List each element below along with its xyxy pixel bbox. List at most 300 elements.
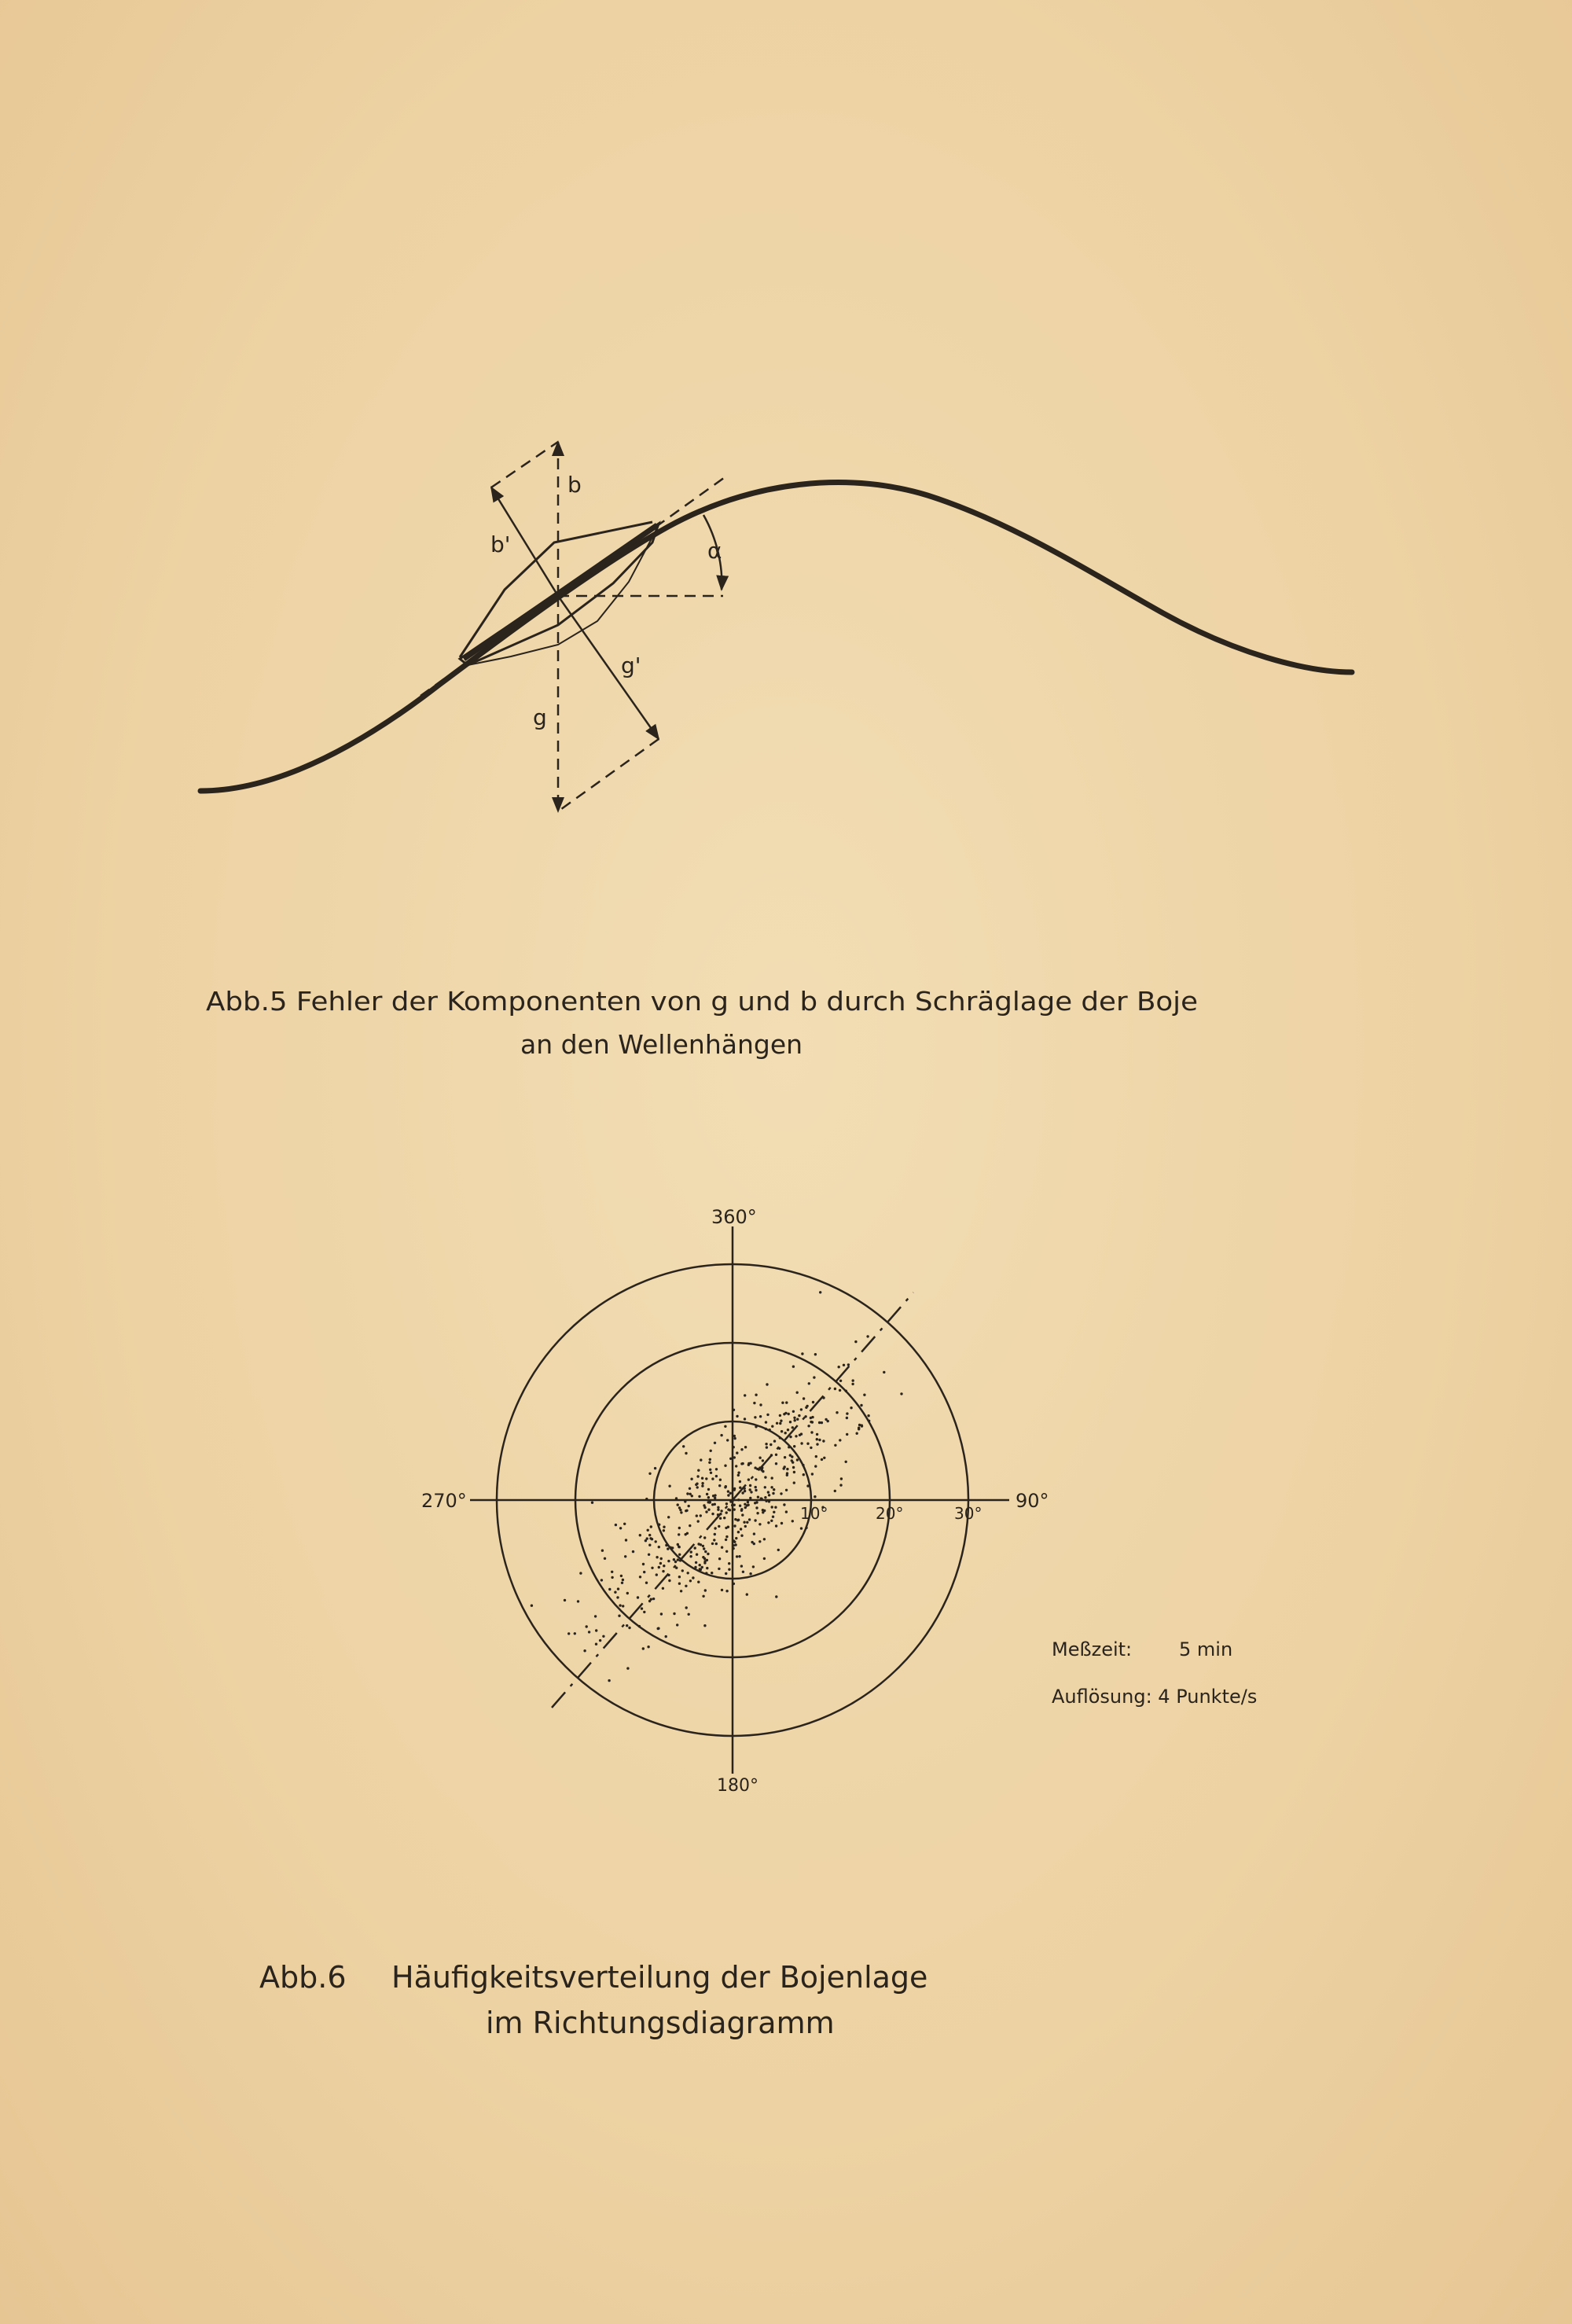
scatter-point bbox=[733, 1583, 735, 1585]
scatter-point bbox=[725, 1590, 728, 1592]
scatter-point bbox=[800, 1408, 803, 1410]
scatter-point bbox=[611, 1571, 613, 1573]
scatter-point bbox=[647, 1529, 649, 1532]
scatter-point bbox=[591, 1502, 593, 1504]
scatter-point bbox=[725, 1502, 728, 1505]
scatter-point bbox=[623, 1523, 626, 1525]
scatter-point bbox=[764, 1476, 766, 1478]
scatter-point bbox=[690, 1550, 692, 1553]
scatter-point bbox=[696, 1475, 699, 1477]
scatter-point bbox=[729, 1500, 732, 1502]
scatter-point bbox=[713, 1539, 715, 1541]
scatter-point bbox=[739, 1480, 741, 1483]
scatter-point bbox=[646, 1537, 648, 1539]
scatter-point bbox=[715, 1475, 718, 1477]
scatter-point bbox=[816, 1438, 818, 1440]
figure6-diagram bbox=[421, 1206, 1049, 1796]
scatter-point bbox=[663, 1526, 665, 1528]
scatter-point bbox=[677, 1543, 679, 1546]
scatter-point bbox=[579, 1572, 582, 1574]
scatter-point bbox=[564, 1599, 566, 1601]
scatter-point bbox=[688, 1613, 690, 1616]
scatter-point bbox=[766, 1383, 768, 1385]
scatter-point bbox=[758, 1523, 761, 1525]
scatter-point bbox=[654, 1467, 656, 1469]
scatter-point bbox=[764, 1496, 766, 1498]
scatter-point bbox=[652, 1598, 655, 1600]
scatter-point bbox=[783, 1467, 785, 1469]
scatter-point bbox=[737, 1498, 740, 1501]
scatter-point bbox=[741, 1491, 744, 1494]
scatter-point bbox=[758, 1457, 761, 1459]
scatter-point bbox=[642, 1647, 645, 1649]
scatter-point bbox=[677, 1558, 679, 1561]
scatter-point bbox=[703, 1536, 706, 1539]
scatter-point bbox=[814, 1465, 817, 1467]
scatter-point bbox=[662, 1587, 664, 1590]
scatter-point bbox=[785, 1489, 788, 1491]
scatter-point bbox=[786, 1472, 788, 1474]
scatter-point bbox=[755, 1489, 757, 1491]
scatter-point bbox=[742, 1571, 744, 1573]
scatter-point bbox=[718, 1525, 720, 1528]
scatter-point bbox=[667, 1560, 670, 1562]
scatter-point bbox=[749, 1497, 751, 1499]
scatter-point bbox=[753, 1402, 755, 1404]
scatter-point bbox=[834, 1388, 836, 1390]
scatter-point bbox=[650, 1525, 652, 1528]
scatter-point bbox=[611, 1576, 613, 1579]
scatter-point bbox=[721, 1589, 723, 1591]
scatter-point bbox=[775, 1462, 777, 1465]
scatter-point bbox=[793, 1471, 795, 1473]
scatter-point bbox=[753, 1532, 755, 1535]
scatter-point bbox=[673, 1558, 675, 1561]
label-b: b bbox=[567, 472, 582, 498]
scatter-point bbox=[777, 1549, 780, 1551]
scatter-point bbox=[760, 1497, 762, 1499]
scatter-point bbox=[594, 1615, 597, 1617]
scatter-point bbox=[689, 1579, 692, 1582]
scatter-point bbox=[805, 1527, 807, 1529]
scatter-point bbox=[838, 1366, 840, 1368]
scatter-point bbox=[807, 1425, 810, 1427]
scatter-point bbox=[792, 1461, 794, 1463]
scatter-point bbox=[709, 1469, 711, 1471]
bearing-north: 360° bbox=[711, 1206, 757, 1228]
scatter-point bbox=[840, 1477, 843, 1480]
scatter-point bbox=[619, 1604, 621, 1606]
label-b-prime: b' bbox=[490, 531, 511, 557]
scatter-point bbox=[689, 1555, 692, 1557]
scatter-point bbox=[794, 1419, 796, 1421]
scatter-point bbox=[750, 1491, 752, 1493]
scatter-point bbox=[614, 1591, 616, 1594]
scatter-point bbox=[689, 1487, 691, 1490]
scatter-point bbox=[725, 1550, 728, 1553]
scatter-point bbox=[663, 1565, 665, 1567]
scatter-point bbox=[813, 1376, 815, 1378]
scatter-point bbox=[658, 1524, 660, 1526]
scatter-point bbox=[692, 1576, 694, 1579]
scatter-point bbox=[733, 1508, 736, 1510]
scatter-point bbox=[806, 1443, 809, 1445]
scatter-point bbox=[764, 1486, 766, 1488]
scatter-point bbox=[595, 1629, 597, 1631]
scatter-point bbox=[804, 1415, 806, 1418]
label-alpha: α bbox=[707, 538, 722, 564]
scatter-point bbox=[705, 1477, 707, 1480]
scatter-point bbox=[747, 1504, 749, 1506]
scatter-point bbox=[800, 1527, 803, 1529]
scatter-point bbox=[744, 1490, 746, 1492]
scatter-point bbox=[608, 1588, 611, 1590]
scatter-point bbox=[781, 1402, 784, 1404]
scatter-point bbox=[825, 1418, 827, 1421]
scatter-point bbox=[674, 1561, 677, 1563]
scatter-point bbox=[721, 1546, 723, 1549]
scatter-point bbox=[647, 1646, 649, 1648]
scatter-point bbox=[736, 1555, 738, 1557]
scatter-point bbox=[698, 1495, 700, 1498]
scatter-point bbox=[744, 1446, 747, 1448]
scatter-point bbox=[729, 1458, 732, 1460]
scatter-point bbox=[684, 1500, 686, 1502]
scatter-point bbox=[687, 1572, 689, 1574]
figure6-caption-line2: im Richtungsdiagramm bbox=[486, 2006, 835, 2040]
scatter-point bbox=[639, 1576, 641, 1578]
scatter-point bbox=[744, 1487, 746, 1490]
scatter-point bbox=[771, 1506, 773, 1508]
scatter-point bbox=[795, 1435, 797, 1437]
scatter-point bbox=[744, 1394, 746, 1396]
scatter-point bbox=[788, 1413, 790, 1415]
scatter-point bbox=[823, 1457, 825, 1459]
scatter-point bbox=[616, 1596, 619, 1598]
bearing-east: 90° bbox=[1016, 1490, 1049, 1512]
scatter-point bbox=[714, 1442, 716, 1444]
scatter-point bbox=[670, 1546, 672, 1549]
scatter-point bbox=[706, 1567, 708, 1569]
scatter-point bbox=[775, 1524, 777, 1527]
scatter-point bbox=[726, 1439, 729, 1441]
scatter-point bbox=[737, 1472, 740, 1474]
scatter-point bbox=[822, 1396, 825, 1399]
scatter-point bbox=[626, 1667, 629, 1669]
scatter-point bbox=[618, 1615, 620, 1617]
scatter-point bbox=[766, 1414, 769, 1416]
scatter-point bbox=[626, 1592, 629, 1594]
scatter-point bbox=[746, 1593, 748, 1595]
note-measuring-time-label: Meßzeit: bbox=[1052, 1638, 1133, 1660]
scatter-point bbox=[696, 1514, 698, 1517]
scatter-point bbox=[531, 1605, 533, 1607]
scatter-point bbox=[685, 1509, 688, 1512]
scatter-point bbox=[767, 1521, 769, 1524]
note-measuring-time-value: 5 min bbox=[1179, 1638, 1233, 1660]
scatter-point bbox=[747, 1462, 750, 1465]
scatter-point bbox=[755, 1478, 757, 1480]
scatter-point bbox=[704, 1589, 707, 1591]
scatter-point bbox=[662, 1570, 664, 1572]
scatter-point bbox=[700, 1458, 702, 1461]
scatter-point bbox=[754, 1466, 756, 1469]
scatter-point bbox=[648, 1473, 651, 1475]
scatter-point bbox=[714, 1503, 716, 1506]
scatter-point bbox=[714, 1533, 716, 1535]
scatter-point bbox=[756, 1512, 758, 1514]
scatter-point bbox=[744, 1506, 747, 1509]
ring-label-20: 20° bbox=[876, 1504, 904, 1523]
scatter-point bbox=[754, 1416, 756, 1418]
scatter-point bbox=[727, 1526, 729, 1528]
scatter-point bbox=[821, 1458, 823, 1461]
projection-b bbox=[491, 442, 558, 487]
scatter-point bbox=[784, 1432, 787, 1434]
scatter-point bbox=[679, 1559, 681, 1561]
scatter-point bbox=[621, 1582, 623, 1584]
scatter-point bbox=[727, 1494, 729, 1496]
scatter-point bbox=[770, 1486, 773, 1488]
scatter-point bbox=[705, 1572, 707, 1574]
scatter-point bbox=[788, 1446, 790, 1448]
scatter-point bbox=[711, 1477, 714, 1480]
scatter-point bbox=[678, 1527, 681, 1529]
scatter-point bbox=[858, 1428, 860, 1430]
scatter-point bbox=[719, 1479, 722, 1481]
scatter-point bbox=[780, 1430, 783, 1432]
scatter-point bbox=[757, 1496, 759, 1498]
scatter-point bbox=[810, 1447, 812, 1449]
scatter-point bbox=[703, 1547, 705, 1550]
scatter-point bbox=[703, 1506, 706, 1509]
scatter-point bbox=[775, 1454, 777, 1456]
scatter-point bbox=[685, 1533, 687, 1535]
scatter-point bbox=[773, 1511, 775, 1513]
scatter-point bbox=[852, 1379, 854, 1381]
scatter-point bbox=[602, 1635, 604, 1638]
scatter-point bbox=[685, 1585, 687, 1587]
scatter-point bbox=[675, 1567, 678, 1569]
scatter-point bbox=[811, 1473, 814, 1475]
scatter-point bbox=[856, 1432, 858, 1435]
scatter-point bbox=[802, 1464, 804, 1466]
scatter-point bbox=[733, 1488, 736, 1491]
scatter-point bbox=[714, 1497, 716, 1499]
scatter-point bbox=[689, 1493, 692, 1495]
scatter-point bbox=[758, 1540, 761, 1543]
scatter-point bbox=[810, 1421, 812, 1423]
scatter-point bbox=[755, 1394, 757, 1396]
scatter-point bbox=[883, 1371, 885, 1373]
scatter-point bbox=[697, 1581, 700, 1583]
scatter-point bbox=[834, 1444, 836, 1447]
scatter-point bbox=[700, 1514, 702, 1517]
scatter-point bbox=[746, 1521, 748, 1524]
scatter-point bbox=[836, 1411, 838, 1414]
ring-label-30: 30° bbox=[954, 1504, 982, 1523]
scatter-point bbox=[733, 1446, 735, 1448]
scatter-point bbox=[638, 1625, 641, 1627]
scatter-point bbox=[784, 1456, 786, 1458]
scatter-point bbox=[701, 1484, 703, 1487]
scatter-point bbox=[699, 1564, 701, 1566]
scatter-point bbox=[701, 1482, 703, 1484]
scatter-point bbox=[792, 1366, 795, 1368]
scatter-point bbox=[707, 1488, 710, 1491]
scatter-point bbox=[668, 1485, 670, 1487]
scatter-point bbox=[727, 1490, 729, 1492]
scatter-point bbox=[690, 1478, 692, 1480]
scatter-point bbox=[749, 1484, 751, 1487]
scatter-point bbox=[615, 1524, 617, 1526]
scatter-point bbox=[728, 1562, 730, 1565]
scatter-point bbox=[660, 1612, 663, 1615]
scatter-point bbox=[780, 1522, 783, 1524]
scatter-point bbox=[867, 1414, 869, 1417]
scatter-point bbox=[845, 1461, 847, 1463]
scatter-point bbox=[762, 1459, 764, 1462]
scatter-point bbox=[735, 1537, 737, 1539]
scatter-point bbox=[740, 1528, 742, 1530]
scatter-point bbox=[724, 1465, 726, 1467]
scatter-point bbox=[717, 1509, 719, 1511]
scatter-point bbox=[706, 1559, 708, 1561]
scatter-point bbox=[778, 1447, 780, 1450]
scatter-point bbox=[678, 1533, 680, 1535]
scatter-point bbox=[747, 1478, 750, 1480]
scatter-point bbox=[847, 1363, 850, 1366]
scatter-point bbox=[800, 1442, 803, 1444]
scatter-point bbox=[767, 1491, 769, 1493]
scatter-point bbox=[715, 1468, 718, 1470]
scatter-point bbox=[765, 1500, 767, 1502]
scatter-point bbox=[818, 1439, 821, 1441]
scatter-point bbox=[710, 1450, 712, 1452]
scatter-point bbox=[685, 1606, 688, 1609]
scatter-point bbox=[779, 1422, 781, 1425]
scatter-point bbox=[789, 1421, 792, 1423]
scatter-point bbox=[774, 1506, 777, 1509]
scatter-point bbox=[762, 1511, 764, 1513]
scatter-point bbox=[714, 1494, 716, 1496]
scatter-point bbox=[656, 1573, 658, 1576]
scatter-point bbox=[678, 1506, 681, 1509]
scatter-point bbox=[702, 1545, 704, 1547]
scatter-point bbox=[735, 1465, 737, 1467]
scatter-point bbox=[677, 1503, 679, 1506]
scatter-point bbox=[772, 1492, 774, 1495]
scatter-point bbox=[810, 1431, 813, 1433]
scatter-point bbox=[733, 1541, 736, 1543]
scatter-point bbox=[701, 1566, 703, 1568]
scatter-point bbox=[701, 1477, 703, 1480]
scatter-point bbox=[715, 1543, 718, 1545]
scatter-point bbox=[711, 1543, 714, 1545]
scatter-point bbox=[667, 1574, 670, 1576]
scatter-point bbox=[619, 1527, 622, 1529]
scatter-point bbox=[801, 1352, 803, 1355]
scatter-point bbox=[714, 1527, 716, 1529]
scatter-point bbox=[711, 1572, 713, 1574]
scatter-point bbox=[695, 1561, 697, 1564]
scatter-point bbox=[620, 1575, 623, 1577]
scatter-point bbox=[740, 1508, 743, 1510]
scatter-point bbox=[696, 1554, 698, 1556]
scatter-point bbox=[780, 1420, 782, 1422]
scatter-point bbox=[846, 1412, 848, 1414]
scatter-point bbox=[678, 1583, 681, 1585]
scatter-point bbox=[789, 1454, 792, 1456]
scatter-point bbox=[771, 1476, 773, 1479]
scatter-point bbox=[707, 1553, 709, 1555]
scatter-point bbox=[651, 1567, 653, 1569]
scatter-point bbox=[702, 1595, 704, 1598]
scatter-point bbox=[645, 1582, 648, 1584]
scatter-point bbox=[773, 1488, 775, 1491]
scatter-point bbox=[783, 1503, 785, 1506]
scatter-point bbox=[900, 1392, 902, 1395]
scatter-point bbox=[583, 1649, 586, 1652]
scatter-point bbox=[667, 1516, 670, 1518]
scatter-point bbox=[816, 1433, 818, 1436]
scatter-point bbox=[628, 1627, 630, 1629]
scatter-point bbox=[785, 1401, 788, 1403]
scatter-point bbox=[678, 1546, 681, 1548]
scatter-point bbox=[771, 1425, 773, 1428]
scatter-point bbox=[787, 1429, 789, 1431]
scatter-point bbox=[648, 1534, 651, 1536]
scatter-point bbox=[845, 1390, 847, 1392]
scatter-point bbox=[648, 1554, 650, 1556]
scatter-point bbox=[793, 1481, 795, 1484]
scatter-point bbox=[686, 1492, 689, 1495]
scatter-point bbox=[703, 1624, 706, 1627]
scatter-point bbox=[697, 1543, 700, 1545]
scatter-point bbox=[626, 1624, 628, 1627]
scatter-point bbox=[768, 1494, 770, 1496]
scatter-point bbox=[727, 1508, 729, 1510]
scatter-point bbox=[657, 1627, 659, 1630]
scatter-point bbox=[718, 1484, 721, 1487]
scatter-point bbox=[792, 1466, 795, 1469]
scatter-point bbox=[601, 1550, 604, 1552]
scatter-point bbox=[724, 1425, 726, 1428]
scatter-point bbox=[599, 1639, 601, 1642]
scatter-point bbox=[821, 1421, 823, 1424]
scatter-point bbox=[703, 1561, 706, 1564]
scatter-point bbox=[839, 1439, 841, 1441]
tangent-line bbox=[421, 476, 727, 696]
scatter-point bbox=[725, 1572, 727, 1575]
scatter-point bbox=[866, 1335, 869, 1337]
scatter-point bbox=[622, 1605, 624, 1607]
scatter-point bbox=[699, 1568, 701, 1570]
scatter-point bbox=[736, 1415, 738, 1418]
scatter-point bbox=[717, 1506, 719, 1509]
scatter-point bbox=[851, 1383, 854, 1385]
scatter-point bbox=[763, 1538, 766, 1540]
scatter-point bbox=[604, 1557, 606, 1560]
scatter-point bbox=[725, 1535, 728, 1538]
scatter-point bbox=[854, 1340, 857, 1343]
scatter-point bbox=[733, 1409, 735, 1411]
scatter-point bbox=[732, 1547, 734, 1550]
scatter-point bbox=[733, 1437, 736, 1440]
scatter-point bbox=[711, 1513, 714, 1515]
ring-label-10: 10° bbox=[800, 1504, 828, 1523]
scatter-point bbox=[694, 1546, 696, 1549]
